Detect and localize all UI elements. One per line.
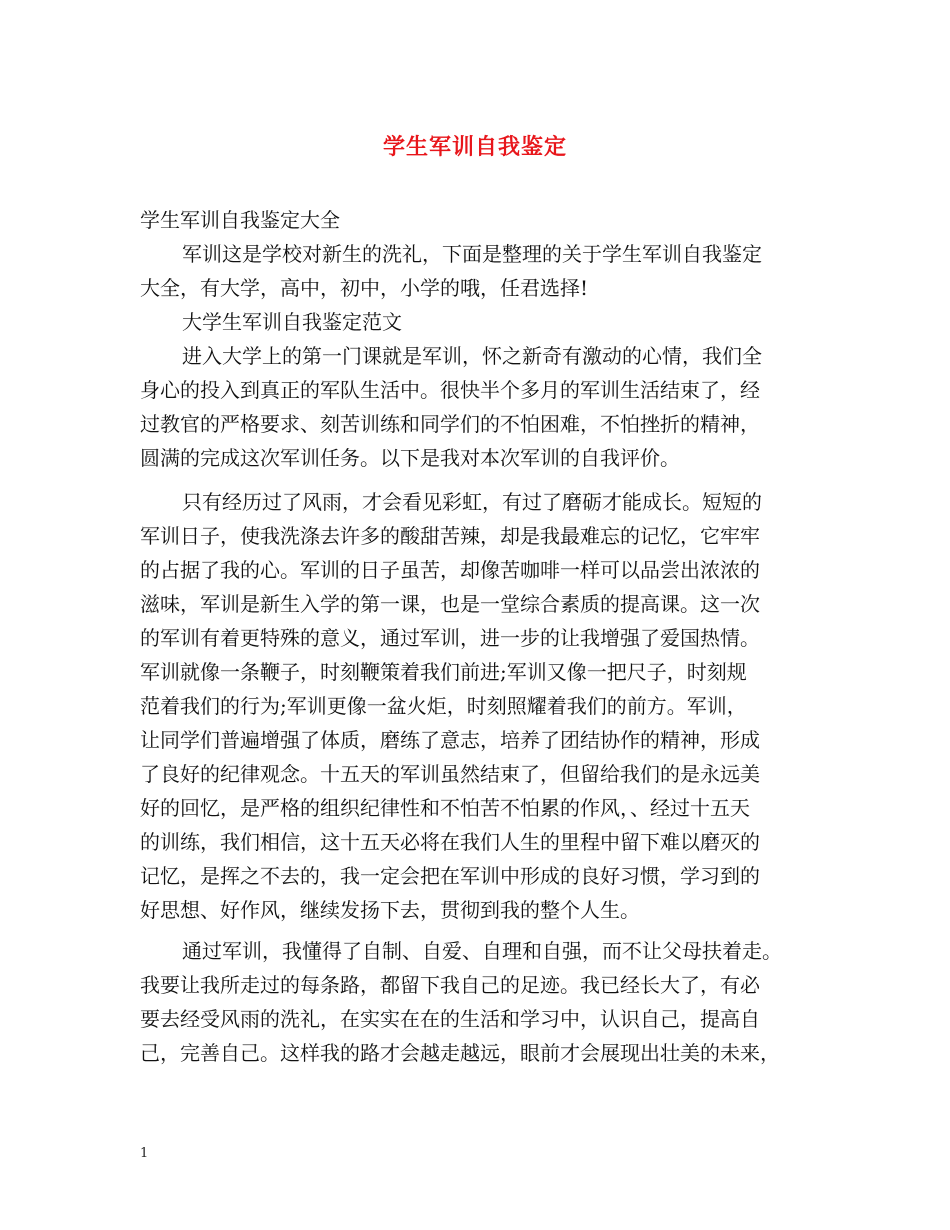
text-line: 的训练，我们相信，这十五天必将在我们人生的里程中留下难以磨灭的	[140, 830, 760, 854]
text-line: 要去经受风雨的洗礼，在实实在在的生活和学习中，认识自己，提高自	[140, 1007, 760, 1031]
text-line: 我要让我所走过的每条路，都留下我自己的足迹。我已经长大了，有必	[140, 973, 760, 997]
text-line: 大学生军训自我鉴定范文	[182, 310, 402, 334]
text-line: 学生军训自我鉴定大全	[140, 208, 340, 232]
text-line: 过教官的严格要求、刻苦训练和同学们的不怕困难，不怕挫折的精神，	[140, 412, 760, 436]
text-line: 了良好的纪律观念。十五天的军训虽然结束了，但留给我们的是永远美	[140, 762, 760, 786]
text-line: 大全，有大学，高中，初中，小学的哦，任君选择!	[140, 276, 589, 300]
text-line: 军训日子，使我洗涤去许多的酸甜苦辣，却是我最难忘的记忆，它牢牢	[140, 524, 760, 548]
text-line: 通过军训，我懂得了自制、自爱、自理和自强，而不让父母扶着走。	[182, 939, 782, 963]
text-line: 身心的投入到真正的军队生活中。很快半个多月的军训生活结束了，经	[140, 378, 760, 402]
text-line: 好的回忆，是严格的组织纪律性和不怕苦不怕累的作风，、经过十五天	[140, 796, 750, 820]
text-line: 军训就像一条鞭子，时刻鞭策着我们前进;军训又像一把尺子，时刻规	[140, 660, 747, 684]
text-line: 己，完善自己。这样我的路才会越走越远，眼前才会展现出壮美的未来，	[140, 1041, 780, 1065]
text-line: 的军训有着更特殊的意义，通过军训，进一步的让我增强了爱国热情。	[140, 626, 760, 650]
text-line: 进入大学上的第一门课就是军训，怀之新奇有激动的心情，我们全	[182, 344, 762, 368]
page-number: 1	[140, 1146, 149, 1161]
text-line: 让同学们普遍增强了体质，磨练了意志，培养了团结协作的精神，形成	[140, 728, 760, 752]
text-line: 范着我们的行为;军训更像一盆火炬，时刻照耀着我们的前方。军训，	[140, 694, 747, 718]
text-line: 圆满的完成这次军训任务。以下是我对本次军训的自我评价。	[140, 446, 680, 470]
text-line: 记忆，是挥之不去的，我一定会把在军训中形成的良好习惯，学习到的	[140, 864, 760, 888]
document-title: 学生军训自我鉴定	[382, 134, 567, 160]
text-line: 滋味，军训是新生入学的第一课，也是一堂综合素质的提高课。这一次	[140, 592, 760, 616]
text-line: 军训这是学校对新生的洗礼，下面是整理的关于学生军训自我鉴定	[182, 242, 762, 266]
text-line: 的占据了我的心。军训的日子虽苦，却像苦咖啡一样可以品尝出浓浓的	[140, 558, 760, 582]
text-line: 好思想、好作风，继续发扬下去，贯彻到我的整个人生。	[140, 898, 640, 922]
text-line: 只有经历过了风雨，才会看见彩虹，有过了磨砺才能成长。短短的	[182, 490, 762, 514]
